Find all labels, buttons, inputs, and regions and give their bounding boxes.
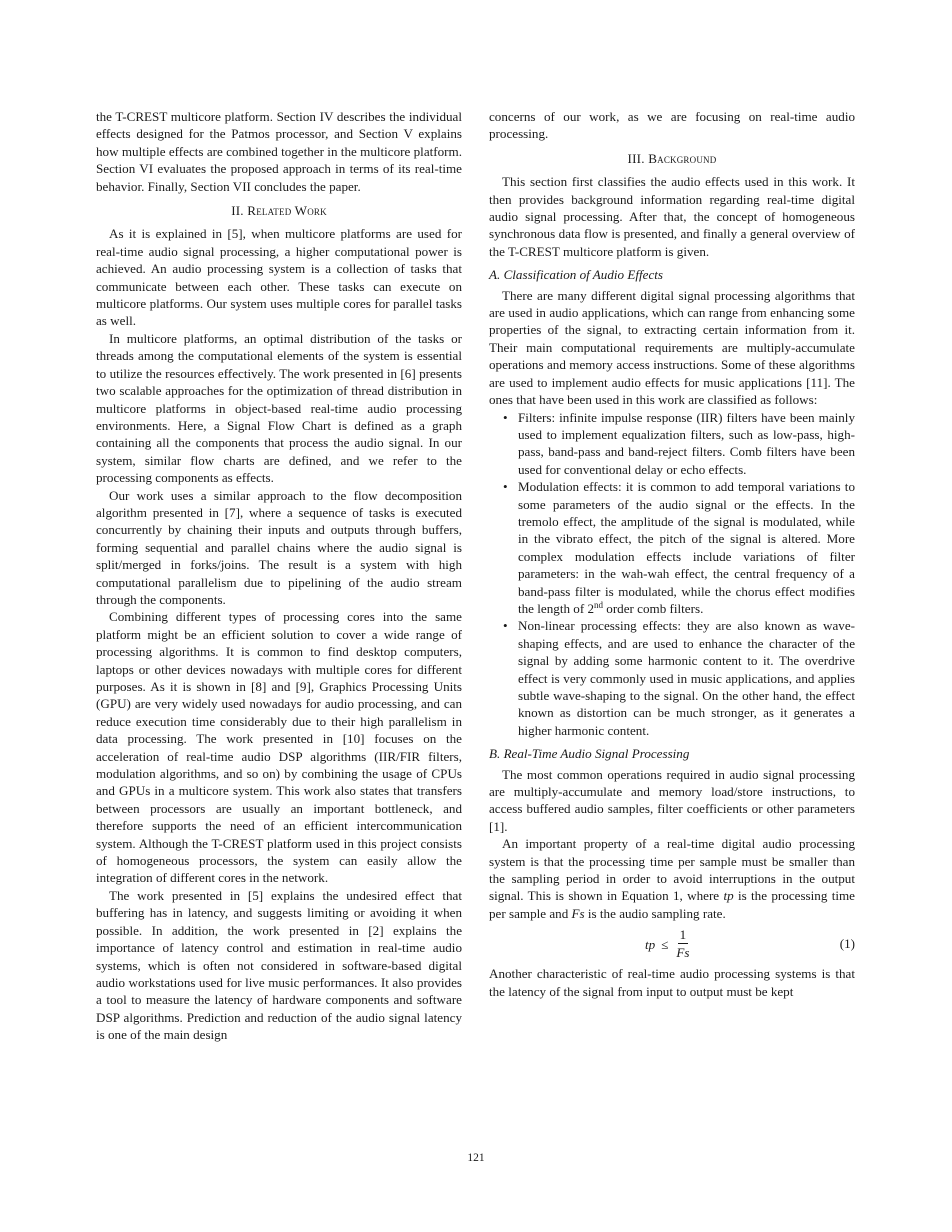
- paragraph: As it is explained in [5], when multicore platforms are used for real-time audio signal processing, a higher computational power is achieved. An audio processing system is a collection of tasks that communicate between each other. These tasks can execute on multicore platforms. Our system uses multiple cores for parallel tasks as well.: [96, 226, 462, 329]
- equation-denominator: Fs: [676, 945, 690, 961]
- page-number: 121: [467, 1152, 485, 1164]
- section-number: III.: [627, 150, 645, 166]
- paragraph: There are many different digital signal processing algorithms that are used in audio applications, which can range from enhancing some properties of the signal, to extracting certain information from it. Their main computational requirements are multiply-accumulate operations and memory access instructions. Some of these algorithms are used to implement audio effects for music applications [11]. The ones that have been used in this work are classified as follows:: [489, 287, 855, 408]
- equation-fraction: [676, 927, 689, 961]
- equation-number: (1): [839, 936, 855, 952]
- equation-body: [645, 927, 689, 961]
- bullet-icon: •: [503, 479, 508, 495]
- list-item-text: Filters: infinite impulse response (IIR) filters have been mainly used to implement equalization filters, such as low-pass, high-pass, band-pass and band-reject filters. Comb filters have been used for conventional delay or echo effects.: [518, 409, 855, 477]
- closing-paragraph: Another characteristic of real-time audio processing systems is that the latency of the signal from input to output must be kept: [489, 966, 855, 999]
- section-title: Related Work: [247, 203, 327, 219]
- subsection-label: B.: [489, 746, 501, 762]
- subsection-heading-classification: [489, 266, 855, 283]
- paragraph: In multicore platforms, an optimal distribution of the tasks or threads among the computational elements of the system is essential to utilize the resources effectively. The work presented in [6] presents two scalable approaches for the optimization of thread distribution in multicore platforms in object-based real-time audio processing environments. Here, a Signal Flow Chart is defined as a graph containing all the components that process the audio signal. In our system, similar flow charts are defined, and we refer to the processing components as effects.: [96, 330, 462, 486]
- bullet-icon: •: [503, 618, 508, 634]
- effects-list: [489, 409, 855, 740]
- math-tp: tp: [723, 888, 734, 904]
- paragraph: [489, 835, 855, 922]
- text-run: is the audio sampling rate.: [584, 905, 726, 921]
- bullet-icon: •: [503, 409, 508, 425]
- paragraph: Combining different types of processing cores into the same platform might be an efficient solution to cover a wide range of processing algorithms. It is common to find desktop computers, laptops or other devices nowadays with multiple cores for different purposes. As it is shown in [8] and [9], Graphics Processing Units (GPU) are very widely used nowadays for audio processing, and can reduce execution time considerably due to their high parallelism in data processing. The work presented in [10] focuses on the acceleration of real-time audio DSP algorithms (IIR/FIR filters, modulation algorithms, and so on) by combining the usage of CPUs and GPUs in a multicore system. This work also states that transfers between processors are usually an important bottleneck, and therefore supports the need of an efficient intercommunication system. Although the T-CREST platform used in this project consists of homogeneous processors, the system can easily allow the integration of different cores in the network.: [96, 609, 462, 886]
- equation-lhs: tp: [645, 936, 656, 952]
- left-column: [96, 108, 462, 1044]
- subsection-label: A.: [489, 267, 501, 283]
- paragraph: Our work uses a similar approach to the flow decomposition algorithm presented in [7], where a sequence of tasks is executed concurrently by chaining their inputs and outputs through buffers, forming sequential and parallel chains where the audio signal is split/merged in forks/joins. The result is a system with high computational parallelism due to pipelining of the audio stream through the components.: [96, 487, 462, 607]
- continued-paragraph: concerns of our work, as we are focusing on real-time audio processing.: [489, 109, 855, 142]
- list-item-text-tail: order comb filters.: [603, 600, 704, 616]
- paragraph: The most common operations required in audio signal processing are multiply-accumulate and memory load/store instructions, to access buffered audio samples, filter coefficients or other parameters [1].: [489, 766, 855, 834]
- equation-relation: ≤: [661, 936, 669, 952]
- math-fs: Fs: [571, 905, 585, 921]
- list-item: [489, 409, 855, 479]
- intro-paragraph: the T-CREST multicore platform. Section IV describes the individual effects designed for the Patmos processor, and Section V explains how multiple effects are combined together in the multicore platform. Section VI evaluates the proposed approach in terms of its real-time behavior. Finally, Section VII concludes the paper.: [96, 109, 462, 194]
- section-title: Background: [648, 150, 717, 166]
- paragraph: This section first classifies the audio effects used in this work. It then provides background information regarding real-time digital audio signal processing. After that, the concept of homogeneous synchronous data flow is presented, and finally a general overview of the T-CREST multicore platform is given.: [489, 174, 855, 259]
- ordinal-suffix: nd: [594, 599, 603, 610]
- list-item-text: Non-linear processing effects: they are also known as wave-shaping effects, and are used to enhance the character of the signal by adding some harmonic content to it. The overdrive effect is very commonly used in music applications, and applies subtle wave-shaping to the signal. On the other hand, the effect known as distortion can be much stronger, as it generates a higher harmonic content.: [518, 618, 855, 738]
- list-item-text: Modulation effects: it is common to add temporal variations to some parameters of the audio signal or the effects. In the tremolo effect, the amplitude of the signal is modulated, while in the vibrato effect, the pitch of the signal is altered. More complex modulation effects include variations of filter parameters: in the wah-wah effect, the central frequency of a band-pass filter is modulated, while the chorus effect modifies the length of 2: [518, 479, 855, 616]
- text-run: An important property of a real-time digital audio processing system is that the processing time per sample must be smaller than the sampling period in order to avoid interruptions in the output signal. This is shown in Equation 1, where: [489, 836, 855, 904]
- section-heading-related-work: [96, 202, 462, 219]
- section-heading-background: [489, 150, 855, 167]
- equation-numerator: 1: [679, 927, 687, 943]
- list-item: [489, 617, 855, 739]
- subsection-title: Real-Time Audio Signal Processing: [503, 746, 690, 762]
- equation-1: [489, 925, 855, 965]
- paragraph: The work presented in [5] explains the undesired effect that buffering has in latency, and suggests limiting or avoiding it when possible. In addition, the work presented in [2] explains the importance of latency control and estimation in real-time audio systems, which is often not considered in software-based digital audio workstations used for live music performances. It also provides a tool to measure the latency of hardware components and software DSP algorithms. Prediction and reduction of the audio signal latency is one of the main design: [96, 887, 462, 1043]
- right-column: [489, 108, 855, 1000]
- section-number: II.: [231, 203, 244, 219]
- subsection-title: Classification of Audio Effects: [503, 267, 663, 283]
- list-item: [489, 478, 855, 617]
- text-run: is the processing time per sample and: [489, 888, 855, 921]
- subsection-heading-real-time: [489, 745, 855, 762]
